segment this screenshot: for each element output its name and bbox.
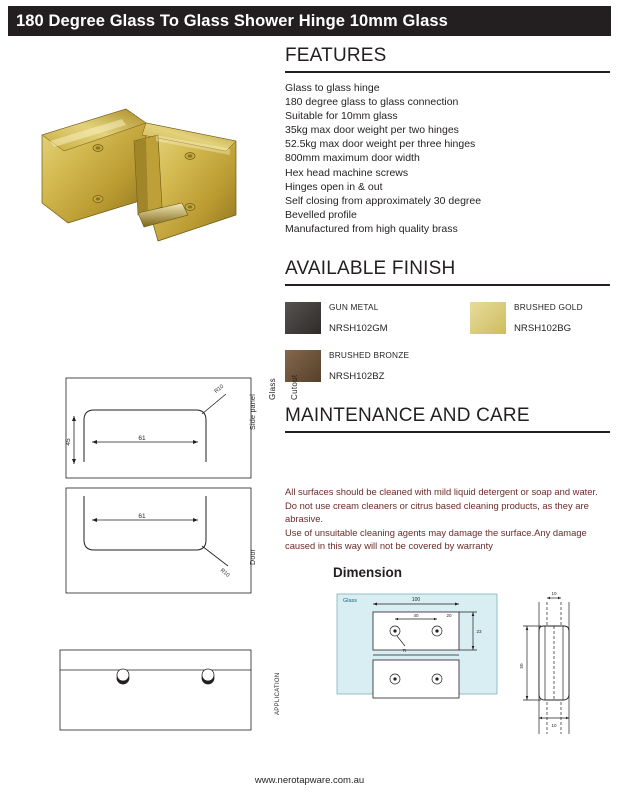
- maintenance-section: [285, 405, 610, 553]
- svg-text:Glass: Glass: [343, 598, 358, 604]
- svg-text:23: 23: [476, 629, 482, 634]
- svg-text:R10: R10: [213, 383, 226, 395]
- finish-name: BRUSHED BRONZE: [329, 350, 410, 360]
- svg-text:50: 50: [519, 663, 524, 669]
- svg-text:61: 61: [138, 513, 146, 520]
- finish-code: NRSH102BZ: [329, 371, 385, 382]
- list-item: Hex head machine screws: [285, 166, 409, 179]
- finish-option-gun-metal[interactable]: [285, 302, 388, 334]
- maintenance-heading: MAINTENANCE AND CARE: [285, 405, 530, 426]
- dimension-section: [333, 565, 613, 744]
- list-item: Manufactured from high quality brass: [285, 222, 458, 235]
- footer: [0, 770, 619, 788]
- svg-text:10: 10: [551, 591, 557, 596]
- svg-text:100: 100: [411, 597, 421, 603]
- list-item: Self closing from approximately 30 degree: [285, 194, 482, 207]
- available-finish-section: [285, 258, 610, 393]
- list-item: Suitable for 10mm glass: [285, 110, 398, 123]
- dimension-drawings: [333, 584, 613, 744]
- website-url[interactable]: www.nerotapware.com.au: [254, 775, 365, 786]
- list-item: Bevelled profile: [285, 208, 357, 221]
- svg-text:20: 20: [446, 613, 452, 618]
- label-cutout: Cutout: [290, 374, 299, 400]
- svg-text:40: 40: [413, 613, 419, 618]
- svg-text:45: 45: [65, 438, 72, 446]
- finish-code: NRSH102BG: [514, 323, 572, 334]
- swatch-gun-metal: [285, 302, 321, 334]
- finish-option-brushed-gold[interactable]: [470, 302, 583, 334]
- dimension-heading: Dimension: [333, 565, 403, 580]
- list-item: 52.5kg max door weight per three hinges: [285, 138, 476, 151]
- finish-heading: AVAILABLE FINISH: [285, 258, 456, 279]
- swatch-brushed-gold: [470, 302, 506, 334]
- features-section: [285, 45, 610, 236]
- svg-text:10: 10: [551, 723, 557, 728]
- maintenance-paragraph: Do not use cream cleaners or citrus based cleaning products, as they are abrasive.: [285, 499, 589, 524]
- maintenance-paragraph: All surfaces should be cleaned with mild liquid detergent or soap and water.: [285, 486, 598, 497]
- list-item: Glass to glass hinge: [285, 82, 380, 94]
- features-list: [285, 81, 610, 236]
- features-divider: [285, 71, 610, 73]
- finish-name: GUN METAL: [329, 302, 379, 312]
- list-item: 800mm maximum door width: [285, 152, 420, 165]
- list-item: Hinges open in & out: [285, 180, 383, 193]
- finish-option-brushed-bronze[interactable]: [285, 350, 409, 382]
- finish-name: BRUSHED GOLD: [514, 302, 583, 312]
- svg-text:R10: R10: [218, 567, 231, 579]
- page-title: 180 Degree Glass To Glass Shower Hinge 10mm Glass: [16, 11, 448, 30]
- svg-text:61: 61: [138, 435, 146, 442]
- label-application: APPLICATION: [275, 672, 281, 715]
- label-side-panel: Side panel: [250, 393, 257, 430]
- product-image: [30, 95, 260, 245]
- finish-divider: [285, 284, 610, 286]
- label-door: Door: [250, 548, 257, 565]
- features-heading: FEATURES: [285, 45, 387, 66]
- page-header: [8, 6, 611, 36]
- svg-text:R: R: [403, 648, 407, 653]
- list-item: 180 degree glass to glass connection: [285, 96, 459, 109]
- technical-drawings: [20, 370, 285, 760]
- list-item: 35kg max door weight per two hinges: [285, 124, 459, 137]
- maintenance-paragraph: Use of unsuitable cleaning agents may damage the surface.Any damage caused in this way will not be covered by warranty: [285, 526, 587, 551]
- finish-code: NRSH102GM: [329, 323, 388, 334]
- label-glass: Glass: [268, 378, 277, 400]
- finish-options: [285, 298, 610, 393]
